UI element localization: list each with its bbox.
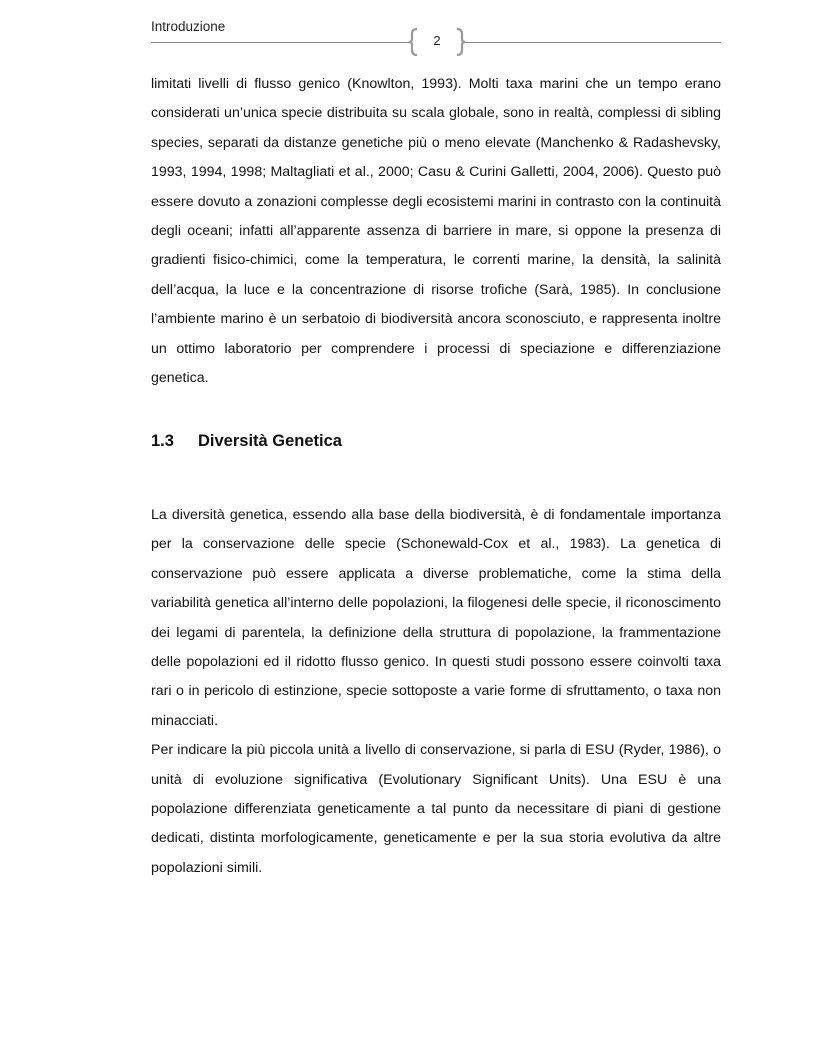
header-rule-left <box>151 42 409 43</box>
page-number-frame <box>409 27 465 57</box>
body-text-top <box>151 70 721 393</box>
page-number: 2 <box>433 33 441 48</box>
running-header-title: Introduzione <box>151 19 226 34</box>
body-text-section <box>151 501 721 883</box>
section-title: Diversità Genetica <box>198 432 342 450</box>
paragraph: La diversità genetica, essendo alla base della biodiversità, è di fondamentale importanza per la conservazione delle specie (Schonewald-Cox et al., 1983). La genetica di conservazione può essere applicata a diverse problematiche, come la stima della variabilità genetica all’interno delle popolazioni, la filogenesi delle specie, il riconoscimento dei legami di parentela, la definizione della struttura di popolazione, la frammentazione delle popolazioni ed il ridotto flusso genico. In questi studi possono essere coinvolti taxa rari o in pericolo di estinzione, specie sottoposte a varie forme di sfruttamento, o taxa non minacciati. <box>151 507 721 729</box>
section-heading <box>151 432 721 451</box>
section-number: 1.3 <box>151 432 174 450</box>
page-header <box>151 19 721 59</box>
paragraph: limitati livelli di flusso genico (Knowlton, 1993). Molti taxa marini che un tempo erano considerati un’unica specie distribuita su scala globale, sono in realtà, complessi di sibling species, separati da distanze genetiche più o meno elevate (Manchenko & Radashevsky, 1993, 1994, 1998; Maltagliati et al., 2000; Casu & Curini Galletti, 2004, 2006). Questo può essere dovuto a zonazioni complesse degli ecosistemi marini in contrasto con la continuità degli oceani; infatti all’apparente assenza di barriere in mare, si oppone la presenza di gradienti fisico-chimici, come la temperatura, le correnti marine, la densità, la salinità dell’acqua, la luce e la concentrazione di risorse trofiche (Sarà, 1985). In conclusione l’ambiente marino è un serbatoio di biodiversità ancora sconosciuto, e rappresenta inoltre un ottimo laboratorio per comprendere i processi di speciazione e differenziazione genetica. <box>151 76 721 387</box>
paragraph: Per indicare la più piccola unità a livello di conservazione, si parla di ESU (Ryder, 1986), o unità di evoluzione significativa (Evolutionary Significant Units). Una ESU è una popolazione differenziata geneticamente a tal punto da necessitare di piani di gestione dedicati, distinta morfologicamente, geneticamente e per la sua storia evolutiva da altre popolazioni simili. <box>151 742 721 876</box>
header-rule-right <box>465 42 721 43</box>
